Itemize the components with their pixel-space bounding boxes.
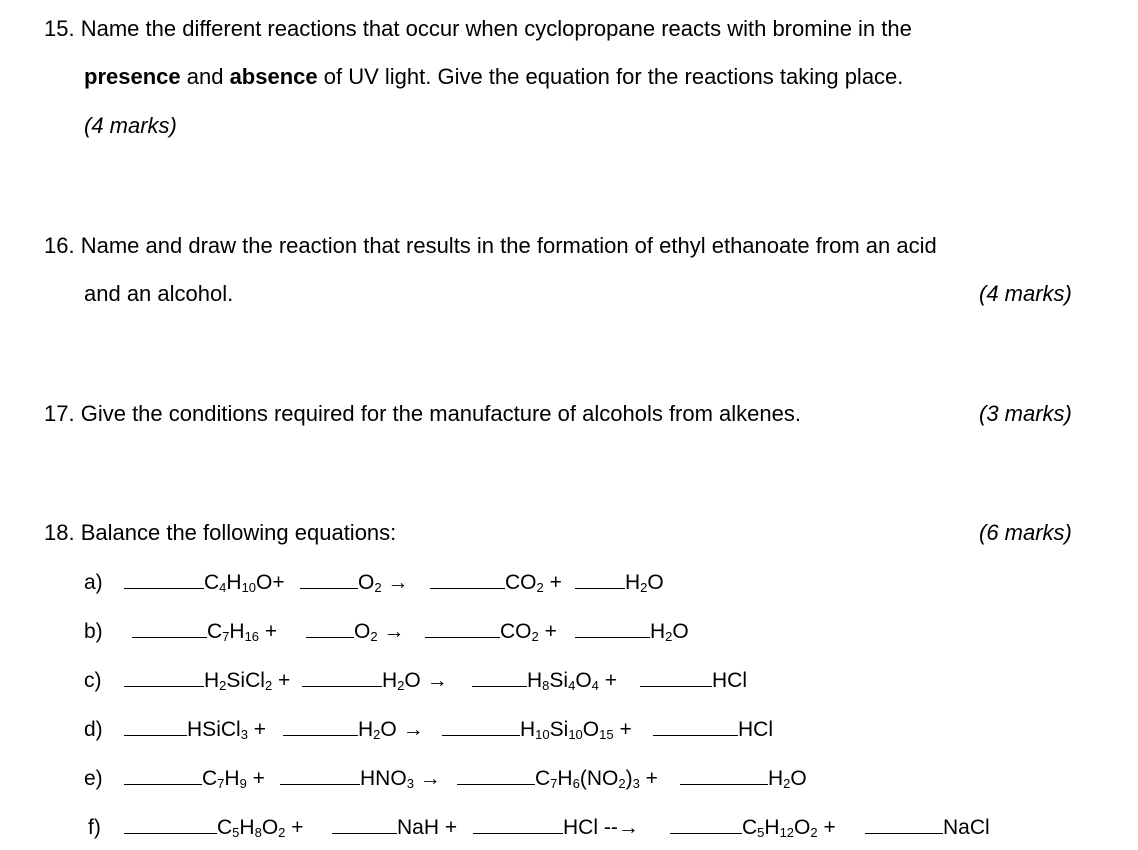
equation-term bbox=[124, 570, 285, 596]
equation-term bbox=[124, 766, 265, 792]
q17-text: Give the conditions required for the manufacture of alcohols from alkenes. bbox=[80, 401, 801, 426]
formula: HCl bbox=[712, 669, 748, 692]
equation-term bbox=[280, 766, 441, 792]
q18-marks: (6 marks) bbox=[979, 520, 1072, 545]
equation-term bbox=[680, 766, 807, 792]
equation-term bbox=[670, 815, 836, 841]
q15-presence: presence bbox=[84, 64, 181, 89]
equation-term bbox=[640, 668, 747, 694]
equation-label: f) bbox=[88, 816, 101, 839]
q17-line bbox=[44, 401, 801, 427]
answer-blank[interactable] bbox=[280, 766, 360, 785]
equation-term bbox=[653, 717, 773, 743]
answer-blank[interactable] bbox=[442, 717, 520, 736]
equation-term bbox=[473, 815, 639, 841]
answer-blank[interactable] bbox=[124, 668, 204, 687]
equation-term bbox=[457, 766, 658, 792]
equation-label: d) bbox=[84, 718, 103, 741]
formula: $H_2O$ → bbox=[358, 718, 424, 742]
equation-term bbox=[132, 619, 277, 645]
answer-blank[interactable] bbox=[306, 619, 354, 638]
equation-term bbox=[865, 815, 990, 841]
formula: $H_2O$ bbox=[650, 620, 689, 644]
formula: HSiCl$_3$ + bbox=[187, 718, 267, 742]
formula: HCl bbox=[738, 718, 774, 741]
answer-blank[interactable] bbox=[283, 717, 358, 736]
q15-marks: (4 marks) bbox=[84, 113, 177, 138]
answer-blank[interactable] bbox=[300, 570, 358, 589]
answer-blank[interactable] bbox=[575, 570, 625, 589]
formula: $CO_2$ + bbox=[505, 571, 562, 595]
equation-term bbox=[124, 717, 266, 743]
q18-number: 18. bbox=[44, 520, 75, 545]
equation-term bbox=[302, 668, 448, 694]
q15-number: 15. bbox=[44, 16, 75, 41]
answer-blank[interactable] bbox=[640, 668, 712, 687]
equation-term bbox=[575, 619, 689, 645]
equation-term bbox=[425, 619, 557, 645]
formula: $H_8Si_4O_4$ + bbox=[527, 669, 618, 693]
q15-and: and bbox=[180, 64, 230, 89]
q18-text: Balance the following equations: bbox=[80, 520, 397, 545]
equation-term bbox=[300, 570, 408, 596]
equation-term bbox=[332, 815, 457, 841]
formula: $H_2O$ bbox=[768, 767, 807, 791]
equation-term bbox=[430, 570, 562, 596]
q16-marks: (4 marks) bbox=[979, 281, 1072, 306]
answer-blank[interactable] bbox=[124, 717, 187, 736]
formula: $O_2$ → bbox=[358, 571, 409, 595]
equation-label: c) bbox=[84, 669, 102, 692]
answer-blank[interactable] bbox=[472, 668, 527, 687]
answer-blank[interactable] bbox=[865, 815, 943, 834]
formula: $C_7H_6(NO_2)_3$ + bbox=[535, 767, 658, 791]
answer-blank[interactable] bbox=[124, 766, 202, 785]
formula: $C_5H_{12}O_2$ + bbox=[742, 816, 836, 840]
answer-blank[interactable] bbox=[653, 717, 738, 736]
equation-term bbox=[124, 668, 290, 694]
formula: $CO_2$ + bbox=[500, 620, 557, 644]
q16-line2: and an alcohol. bbox=[84, 281, 234, 306]
answer-blank[interactable] bbox=[124, 570, 204, 589]
formula: $H_2SiCl_2$ + bbox=[204, 669, 291, 693]
answer-blank[interactable] bbox=[132, 619, 207, 638]
q16-text: Name and draw the reaction that results in the formation of ethyl ethanoate from an acid bbox=[80, 233, 937, 258]
q17-marks: (3 marks) bbox=[979, 401, 1072, 426]
answer-blank[interactable] bbox=[332, 815, 397, 834]
formula: $HNO_3$ → bbox=[360, 767, 441, 791]
equation-label: b) bbox=[84, 620, 103, 643]
q15-text: Name the different reactions that occur when cyclopropane reacts with bromine in the bbox=[80, 16, 912, 41]
formula: $H_2O$ → bbox=[382, 669, 448, 693]
equation-label: a) bbox=[84, 571, 103, 594]
q16-line1 bbox=[44, 233, 937, 259]
q15-line1 bbox=[44, 16, 912, 42]
equation-term bbox=[442, 717, 632, 743]
equation-label: e) bbox=[84, 767, 103, 790]
equation-term bbox=[472, 668, 617, 694]
q15-absence: absence bbox=[229, 64, 318, 89]
answer-blank[interactable] bbox=[680, 766, 768, 785]
formula: $C_4H_{10}O+$ bbox=[204, 571, 285, 595]
formula: $C_7H_{16}$ + bbox=[207, 620, 278, 644]
formula: $H_{10}Si_{10}O_{15}$ + bbox=[520, 718, 632, 742]
equation-term bbox=[124, 815, 304, 841]
formula: HCl --→ bbox=[563, 816, 639, 839]
answer-blank[interactable] bbox=[473, 815, 563, 834]
answer-blank[interactable] bbox=[430, 570, 505, 589]
q16-number: 16. bbox=[44, 233, 75, 258]
formula: $C_7H_9$ + bbox=[202, 767, 265, 791]
answer-blank[interactable] bbox=[302, 668, 382, 687]
q18-line bbox=[44, 520, 396, 546]
formula: NaH + bbox=[397, 816, 458, 839]
formula: $C_5H_8O_2$ + bbox=[217, 816, 304, 840]
formula: $H_2O$ bbox=[625, 571, 664, 595]
formula: $O_2$ → bbox=[354, 620, 405, 644]
equation-term bbox=[575, 570, 664, 596]
equation-term bbox=[306, 619, 404, 645]
answer-blank[interactable] bbox=[425, 619, 500, 638]
answer-blank[interactable] bbox=[575, 619, 650, 638]
equation-term bbox=[283, 717, 424, 743]
formula: NaCl bbox=[943, 816, 990, 839]
q15-line2 bbox=[84, 64, 903, 90]
answer-blank[interactable] bbox=[670, 815, 742, 834]
answer-blank[interactable] bbox=[124, 815, 217, 834]
q17-number: 17. bbox=[44, 401, 75, 426]
q15-rest: of UV light. Give the equation for the reactions taking place. bbox=[317, 64, 904, 89]
answer-blank[interactable] bbox=[457, 766, 535, 785]
